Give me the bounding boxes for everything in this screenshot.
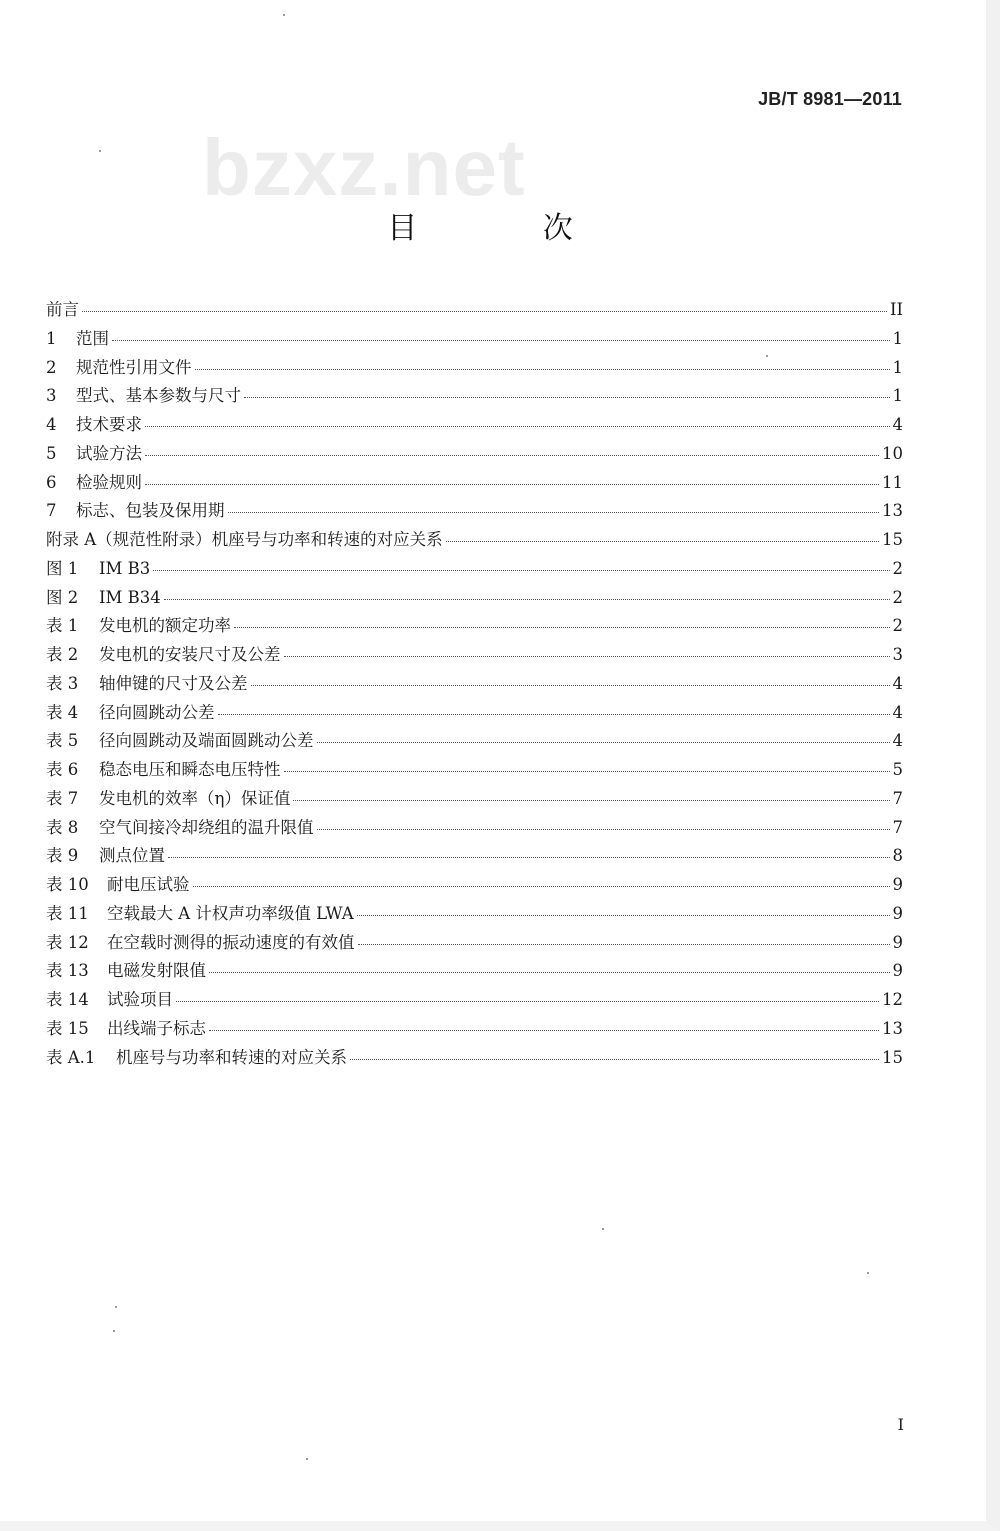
dot-leader (145, 454, 879, 456)
toc-entry-title: 检验规则 (76, 472, 142, 492)
dot-leader (358, 943, 890, 945)
toc-entry-label: 表 12 (46, 932, 89, 952)
toc-entry-title: 型式、基本参数与尺寸 (76, 386, 241, 406)
toc-entry-page: 1 (892, 357, 903, 377)
toc-entry-page: 15 (882, 1047, 903, 1067)
dot-leader (193, 885, 890, 887)
dot-leader (176, 1000, 879, 1002)
toc-entry-page: 12 (882, 990, 903, 1009)
toc-entry-5[interactable] (46, 440, 903, 469)
toc-entry-table-9[interactable] (46, 842, 903, 871)
toc-entry-label: 表 A.1 (46, 1047, 96, 1067)
toc-entry-table-11[interactable] (46, 900, 903, 929)
toc-entry-table-10[interactable] (46, 871, 903, 900)
dot-leader (317, 741, 890, 743)
toc-entry-label: 2 (46, 357, 57, 377)
toc-entry-page: 9 (892, 961, 903, 981)
table-of-contents (46, 296, 903, 1072)
toc-entry-page: 13 (882, 1018, 903, 1038)
toc-entry-title: IM B34 (99, 587, 161, 607)
scan-speck (283, 14, 285, 16)
dot-leader (164, 598, 890, 600)
toc-entry-page: 2 (892, 587, 903, 607)
dot-leader (284, 655, 890, 657)
toc-entry-label: 表 13 (46, 961, 89, 981)
toc-entry-title: 范围 (76, 328, 109, 348)
toc-entry-title: 在空载时测得的振动速度的有效值 (107, 932, 355, 952)
toc-entry-title: 前言 (46, 300, 79, 319)
toc-entry-title: 轴伸键的尺寸及公差 (99, 673, 248, 693)
toc-entry-title: 测点位置 (99, 846, 165, 866)
dot-leader (209, 971, 890, 973)
toc-entry-label: 表 8 (46, 817, 79, 837)
dot-leader (234, 626, 890, 628)
toc-entry-label: 表 5 (46, 731, 79, 751)
toc-entry-table-a1[interactable] (46, 1044, 903, 1073)
toc-entry-label: 表 6 (46, 760, 79, 779)
dot-leader (195, 368, 890, 370)
toc-entry-table-4[interactable] (46, 699, 903, 728)
scan-speck (602, 1228, 604, 1230)
toc-entry-page: 4 (892, 731, 903, 751)
standard-code: JB/T 8981—2011 (758, 89, 902, 109)
toc-entry-title: 耐电压试验 (107, 875, 190, 894)
toc-entry-label: 表 10 (46, 875, 89, 894)
toc-entry-page: 11 (882, 472, 903, 492)
toc-entry-table-13[interactable] (46, 957, 903, 986)
dot-leader (244, 396, 890, 398)
dot-leader (293, 799, 889, 801)
dot-leader (357, 914, 890, 916)
dot-leader (209, 1029, 879, 1031)
toc-entry-title: 技术要求 (76, 415, 142, 434)
watermark: bzxz.net (202, 123, 526, 212)
toc-entry-page: 1 (892, 386, 903, 406)
toc-entry-page: 15 (882, 530, 903, 549)
toc-entry-label: 表 15 (46, 1018, 89, 1038)
toc-entry-table-7[interactable] (46, 785, 903, 814)
toc-entry-title: 发电机的安装尺寸及公差 (99, 645, 281, 664)
dot-leader (350, 1058, 879, 1060)
toc-entry-label: 表 7 (46, 788, 79, 808)
toc-entry-title: 空气间接冷却绕组的温升限值 (99, 817, 314, 837)
dot-leader (446, 540, 879, 542)
toc-entry-label: 表 11 (46, 903, 89, 923)
toc-entry-page: 9 (892, 875, 903, 894)
page-number: I (897, 1415, 904, 1434)
toc-entry-page: 9 (892, 903, 903, 923)
toc-entry-table-6[interactable] (46, 756, 903, 785)
dot-leader (251, 684, 890, 686)
dot-leader (168, 856, 890, 858)
toc-entry-1[interactable] (46, 325, 903, 354)
toc-entry-7[interactable] (46, 497, 903, 526)
toc-entry-table-8[interactable] (46, 814, 903, 843)
toc-entry-page: 2 (892, 616, 903, 636)
toc-entry-4[interactable] (46, 411, 903, 440)
toc-entry-title: 发电机的额定功率 (99, 616, 231, 636)
toc-entry-title: 试验项目 (107, 990, 173, 1009)
toc-entry-page: 2 (892, 558, 903, 578)
toc-entry-title: 电磁发射限值 (107, 961, 206, 981)
toc-entry-title: 径向圆跳动公差 (99, 702, 215, 722)
dot-leader (317, 828, 890, 830)
toc-entry-appendix-a[interactable] (46, 526, 903, 555)
dot-leader (284, 770, 890, 772)
toc-entry-title: 径向圆跳动及端面圆跳动公差 (99, 731, 314, 751)
toc-entry-title: 标志、包装及保用期 (76, 501, 225, 521)
toc-entry-page: II (889, 300, 903, 319)
toc-entry-title: 发电机的效率（η）保证值 (99, 788, 291, 808)
toc-entry-label: 表 4 (46, 702, 79, 722)
toc-entry-title: 试验方法 (76, 443, 142, 463)
toc-entry-label: 附录 A (46, 530, 97, 549)
toc-entry-3[interactable] (46, 382, 903, 411)
toc-entry-title: IM B3 (99, 558, 151, 578)
toc-entry-label: 4 (46, 415, 57, 434)
toc-entry-preface[interactable] (46, 296, 903, 325)
scan-speck (766, 355, 768, 357)
toc-entry-page: 4 (892, 415, 903, 434)
toc-entry-2[interactable] (46, 354, 903, 383)
toc-entry-label: 6 (46, 472, 57, 492)
toc-entry-page: 9 (892, 932, 903, 952)
scan-speck (115, 1306, 117, 1308)
dot-leader (218, 713, 890, 715)
toc-entry-label: 表 1 (46, 616, 79, 636)
dot-leader (228, 511, 880, 513)
toc-entry-label: 图 2 (46, 587, 79, 607)
toc-entry-table-14[interactable] (46, 986, 903, 1015)
toc-entry-page: 5 (892, 760, 903, 779)
dot-leader (112, 339, 890, 341)
toc-entry-page: 7 (892, 788, 903, 808)
toc-entry-title: 空载最大 A 计权声功率级值 LWA (107, 903, 354, 923)
toc-entry-figure-1[interactable] (46, 555, 903, 584)
toc-entry-label: 表 14 (46, 990, 89, 1009)
scan-speck (306, 1458, 308, 1460)
toc-entry-label: 3 (46, 386, 57, 406)
toc-entry-label: 表 9 (46, 846, 79, 866)
toc-entry-label: 表 3 (46, 673, 79, 693)
toc-title: 目 次 (387, 211, 631, 246)
toc-entry-page: 7 (892, 817, 903, 837)
toc-entry-figure-2[interactable] (46, 584, 903, 613)
dot-leader (153, 569, 889, 571)
toc-entry-page: 4 (892, 673, 903, 693)
dot-leader (145, 425, 890, 427)
toc-entry-title: 出线端子标志 (107, 1018, 206, 1038)
scan-speck (99, 150, 101, 152)
toc-entry-table-5[interactable] (46, 727, 903, 756)
toc-entry-page: 8 (892, 846, 903, 866)
toc-entry-table-2[interactable] (46, 641, 903, 670)
toc-entry-page: 13 (882, 501, 903, 521)
toc-entry-label: 1 (46, 328, 57, 348)
scan-speck (867, 1272, 869, 1274)
toc-entry-page: 4 (892, 702, 903, 722)
toc-entry-title: （规范性附录）机座号与功率和转速的对应关系 (96, 530, 443, 549)
toc-entry-label: 图 1 (46, 558, 79, 578)
scan-speck (113, 1330, 115, 1332)
dot-leader (145, 483, 879, 485)
toc-entry-page: 1 (892, 328, 903, 348)
toc-entry-label: 7 (46, 501, 57, 521)
toc-entry-title: 机座号与功率和转速的对应关系 (116, 1047, 347, 1067)
toc-entry-table-3[interactable] (46, 670, 903, 699)
toc-entry-table-1[interactable] (46, 612, 903, 641)
toc-entry-page: 10 (882, 443, 903, 463)
toc-entry-6[interactable] (46, 469, 903, 498)
toc-entry-page: 3 (892, 645, 903, 664)
toc-entry-label: 表 2 (46, 645, 79, 664)
toc-entry-label: 5 (46, 443, 57, 463)
toc-entry-table-15[interactable] (46, 1015, 903, 1044)
toc-entry-title: 规范性引用文件 (76, 357, 192, 377)
dot-leader (82, 310, 887, 312)
toc-entry-table-12[interactable] (46, 929, 903, 958)
toc-entry-title: 稳态电压和瞬态电压特性 (99, 760, 281, 779)
